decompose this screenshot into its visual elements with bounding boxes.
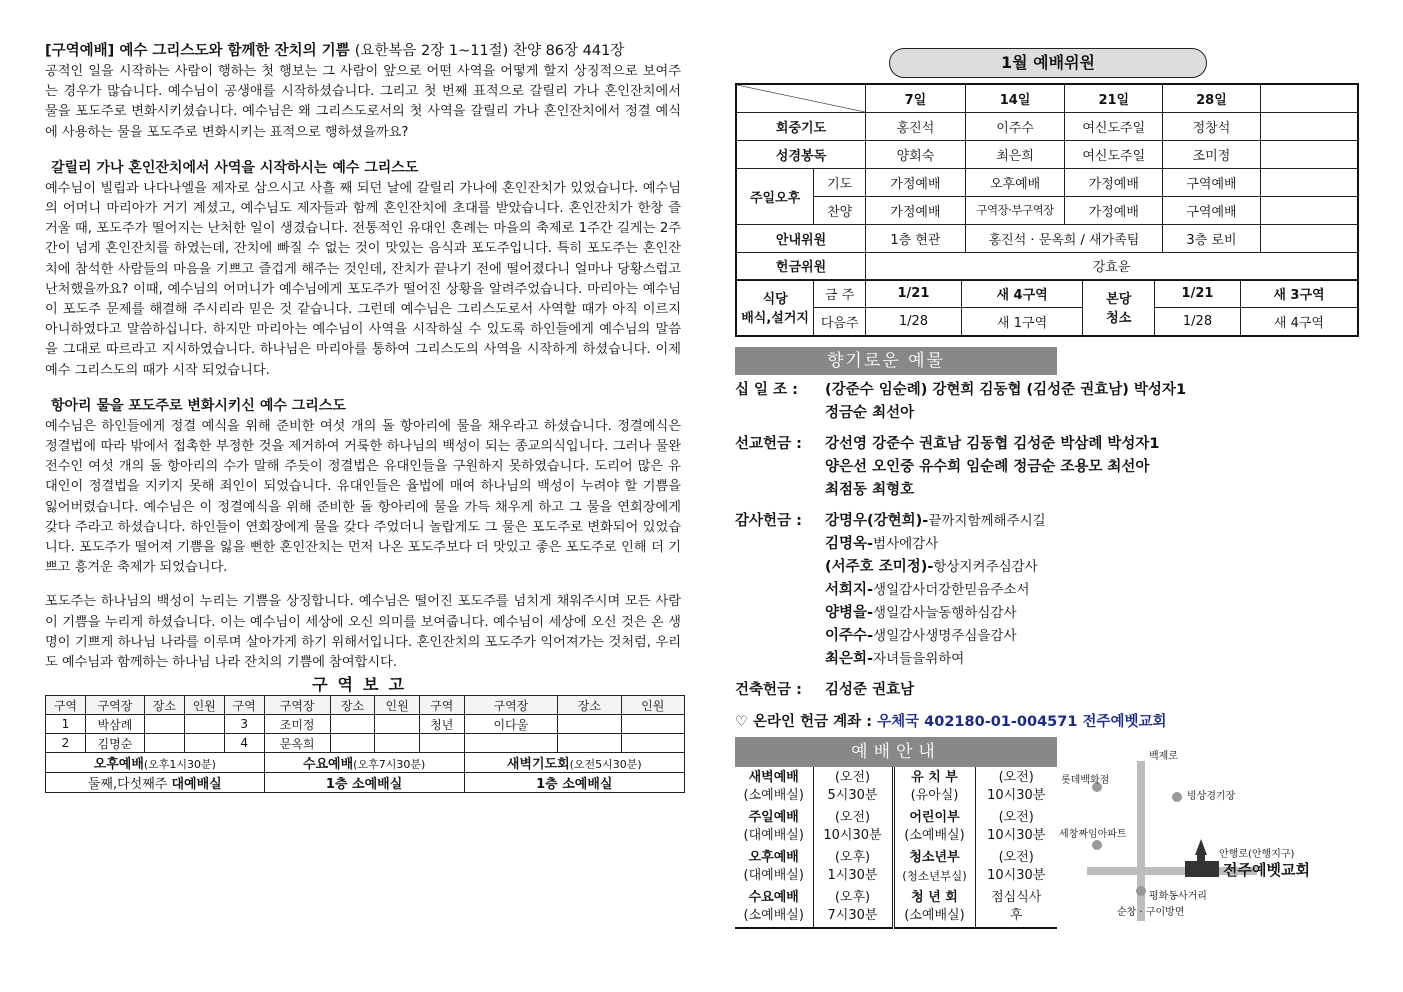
location-map: [1057, 737, 1361, 947]
sermon-paragraph-1: 예수님이 빌립과 나다나엘을 제자로 삼으시고 사흘 째 되던 날에 갈릴리 가나에 혼인잔치가 있었습니다. 예수님의 어머니 마리아가 거기 계셨고, 예수님도 제자들과 함께 혼인잔치에 초대를 받았습니다. 혼인잔치가 한창 즐거울 때, 포도주가 떨어지는 난처한 일이 생겼습니다. 전통적인 유대인 혼례는 마을의 축제로 1주간 길게는 2주간이 넘게 혼인잔치를 하였는데, 잔치에 빠질 수 없는 것이 맛있는 음식과 포도주입니다. 특히 포도주는 혼인잔치에 참석한 사람들의 마음을 기쁘고 즐겁게 해주는 것인데, 잔치가 끝나기 전에 떨어졌다니 얼마나 당황스럽고 난처했을까요? 이때, 예수님의 어머니가 예수님에게 포도주가 떨어진 상황을 알려주었습니다. 마리아는 예수님이 포도주 문제를 해결해 주시리라 믿은 것 같습니다. 그런데 예수님은 그리스도로서 사역할 때가 아직 이르지 아니하였다고 말씀하십니다. 하지만 마리아는 예수님이 사역을 시작하실 수 있도록 하인들에게 예수님의 말씀을 그대로 따르라고 지시하였습니다. 하나님은 마리아를 통하여 그리스도의 사역을 시작하게 하셨습니다. 이제 예수 그리스도의 때가 시작 되었습니다.: [45, 180, 681, 378]
report-header: 구역: [46, 696, 86, 715]
cell: 구역예배: [1163, 196, 1261, 224]
cell: 홍진석 · 문옥희 / 새가족팀: [965, 224, 1162, 252]
service-guide-title: 예배안내: [735, 737, 1057, 767]
report-cell: 4: [224, 734, 264, 753]
cell: 홍진석: [866, 112, 966, 140]
dates-row: [736, 84, 1358, 112]
service-guide: [735, 737, 1361, 947]
cell: 1/28: [1155, 308, 1241, 336]
offerings-title: 향기로운 예물: [735, 347, 1057, 375]
service-row: [735, 807, 1057, 847]
report-place-row: [46, 773, 685, 793]
row-label: 헌금위원: [736, 252, 866, 280]
cell: [1260, 140, 1358, 168]
report-cell: 청년: [419, 715, 464, 734]
cell: [1260, 196, 1358, 224]
cell: 새 4구역: [961, 280, 1083, 308]
service-row: [735, 847, 1057, 887]
dept-time: 점심식사 후: [975, 887, 1057, 928]
report-header: 구역: [419, 696, 464, 715]
sermon-subtitle-1: 갈릴리 가나 혼인잔치에서 사역을 시작하시는 예수 그리스도: [51, 159, 419, 176]
cell: 새 3구역: [1240, 280, 1358, 308]
thanks-item: 양병을-생일감사늘동행하심감사: [825, 604, 1017, 621]
thanks-label: 감사헌금 :: [735, 512, 802, 529]
report-cell: 김명순: [85, 734, 144, 753]
bank-account: 우체국 402180-01-004571 전주예벳교회: [877, 713, 1167, 730]
row-label: 안내위원: [736, 224, 866, 252]
cell: [1260, 168, 1358, 196]
row-label: 주일오후: [736, 168, 814, 224]
mission-names: 최점동 최형호: [825, 481, 915, 498]
sub-label: 찬양: [814, 196, 866, 224]
worship-row: [736, 140, 1358, 168]
report-header: 장소: [144, 696, 184, 715]
worship-row: [736, 252, 1358, 280]
report-header: 인원: [184, 696, 224, 715]
left-column: [45, 40, 681, 793]
sermon-tag: [구역예배]: [45, 43, 115, 59]
map-label-baekje: 백제로: [1149, 750, 1178, 762]
service-time: (오전) 10시30분: [813, 807, 893, 847]
dept-name: 어린이부 (소예배실): [893, 807, 975, 847]
report-cell: [144, 715, 184, 734]
cell: 1/28: [866, 308, 962, 336]
meal-label: 식당 배식,설거지: [736, 280, 814, 336]
thanks-item: 김명옥-범사에감사: [825, 535, 939, 552]
dept-name: 유 치 부 (유아실): [893, 767, 975, 807]
offerings-list: 십 일 조 : (강준수 임순례) 강현희 김동협 (김성준 권효남) 박성자1 정금순 최선아 선교헌금 : 강선영 강준수 권효남 김동협 김성준 박삼례 박성자1 양은선 오인중 유수희 임순례 정금순 조용모 최선아 최점동 최형호 감사헌금 : 강명우(강현희)-끝까지함께해주시길 김명옥-범사에감사 (서주호 조미정)-항상지켜주심감사 서희지-생일감사더강한믿음주소서 양병을-생일감사늘동행하심감사 이주수-생일감사생명주심을감사 최은희-자녀들을위하여 건축헌금 : 김성준 권효남: [735, 379, 1361, 702]
dept-time: (오전) 10시30분: [975, 847, 1057, 887]
dept-name: 청 년 회 (소예배실): [893, 887, 975, 928]
report-header: 구역장: [85, 696, 144, 715]
mission-names: 양은선 오인중 유수희 임순례 정금순 조용모 최선아: [825, 458, 1150, 475]
dept-name: 청소년부 (청소년부실): [893, 847, 975, 887]
cell: 양회숙: [866, 140, 966, 168]
report-cell: [375, 734, 420, 753]
corner-cell: [736, 84, 866, 112]
cell: 정창석: [1163, 112, 1261, 140]
report-cell: [558, 734, 621, 753]
cell: 오후예배: [965, 168, 1065, 196]
meal-table: [735, 279, 1359, 337]
cell: 가정예배: [1065, 168, 1163, 196]
report-cell: [419, 734, 464, 753]
meal-row: [736, 280, 1358, 308]
report-header: 인원: [375, 696, 420, 715]
cell: [1260, 112, 1358, 140]
sermon-paragraph-2: 예수님은 하인들에게 정결 예식을 위해 준비한 여섯 개의 돌 항아리에 물을 채우라고 하셨습니다. 정결예식은 정결법에 따라 밖에서 접촉한 부정한 것을 제거하여 거룩한 하나님의 백성이 되는 종교의식입니다. 그러나 물완전수인 여섯 개의 돌 항아리의 수가 말해 주듯이 정결법은 유대인들을 구원하지 못하였습니다. 도리어 많은 유대인이 정결법을 지키지 못해 죄인이 되었습니다. 유대인들은 율법에 매여 하나님의 백성이 누려야 할 기쁨을 잃어버렸습니다. 예수님은 이 정결예식을 위해 준비한 돌 항아리에 물을 가득 채우게 하고 그 물을 연회장에게 갖다 주라고 하셨습니다. 하인들이 연회장에게 물을 갖다 주었더니 놀랍게도 그 물은 포도주로 변화되어 있었습니다. 포도주가 떨어져 기쁨을 잃을 뻔한 혼인잔치는 먼저 나온 포도주보다 더 맛있고 좋은 포도주로 인해 더 기쁘고 흥겨운 축제가 되었습니다.: [45, 418, 681, 576]
cell: 1/21: [1155, 280, 1241, 308]
cell: 이주수: [965, 112, 1065, 140]
service-time: (오후) 1시30분: [813, 847, 893, 887]
worship-row: [736, 196, 1358, 224]
online-label: ♡ 온라인 헌금 계좌 :: [735, 713, 878, 730]
week-label: 금 주: [814, 280, 866, 308]
building-names: 김성준 권효남: [825, 681, 915, 698]
sermon-paragraph-3: 포도주는 하나님의 백성이 누리는 기쁨을 상징합니다. 예수님은 떨어진 포도주를 넘치게 채워주시며 모든 사람이 기쁨을 누리게 하셨습니다. 이는 예수님이 세상에 오신 의미를 보여줍니다. 예수님이 세상에 오신 것은 온 생명이 기쁘게 하나님 나라를 이루며 살아가게 하기 위해서입니다. 혼인잔치의 포도주가 익어져가는 것처럼, 우리도 예수님과 함께하는 하나님 나라 잔치의 기쁨에 참여합시다.: [45, 594, 681, 671]
service-row: [735, 767, 1057, 807]
row-label: 회중기도: [736, 112, 866, 140]
date-cell: 21일: [1065, 84, 1163, 112]
map-label-sunchang: 순창 · 구이방면: [1117, 906, 1185, 918]
report-cell: [464, 734, 558, 753]
report-title: 구역보고: [312, 675, 414, 695]
date-cell: 14일: [965, 84, 1065, 112]
sermon-intro: 공적인 일을 시작하는 사람이 행하는 첫 행보는 그 사람이 앞으로 어떤 사역을 어떻게 할지 상징적으로 보여주는 경우가 많습니다. 예수님이 공생애를 시작하셨습니다. 그리고 첫 번째 표적으로 갈릴리 가나 혼인잔치에서 물을 포도주로 변화시키셨습니다. 예수님은 왜 그리스도로서의 첫 사역을 갈릴리 가나 혼인잔치에서 정결 예식에 사용하는 물을 포도주로 변화시키는 표적으로 행하셨을까요?: [45, 64, 681, 140]
sermon-reference: (요한복음 2장 1~11절) 찬양 86장 441장: [354, 43, 625, 59]
report-cell: 박삼례: [85, 715, 144, 734]
mission-label: 선교헌금 :: [735, 435, 802, 452]
report-header: 인원: [621, 696, 684, 715]
date-cell: 28일: [1163, 84, 1261, 112]
worship-row: [736, 168, 1358, 196]
service-wed: 수요예배(오후7시30분): [264, 753, 464, 773]
service-dawn: 새벽기도회(오전5시30분): [464, 753, 684, 773]
sermon-main-title: 예수 그리스도와 함께한 잔치의 기쁨: [119, 43, 350, 59]
map-roads: [1057, 737, 1361, 947]
report-row: [46, 734, 685, 753]
dept-time: (오전) 10시30분: [975, 767, 1057, 807]
dept-time: (오전) 10시30분: [975, 807, 1057, 847]
report-header-row: [46, 696, 685, 715]
tithe-names: (강준수 임순례) 강현희 김동협 (김성준 권효남) 박성자1: [825, 381, 1187, 398]
cell: 가정예배: [866, 168, 966, 196]
map-label-lotte: 롯데백화점: [1061, 774, 1110, 786]
cell: 가정예배: [866, 196, 966, 224]
worship-table: [735, 83, 1359, 281]
online-offering: [735, 710, 1361, 731]
worship-title: 1월 예배위원: [889, 48, 1207, 78]
service-time: (오후) 7시30분: [813, 887, 893, 928]
cell: 구역장·부구역장: [965, 196, 1065, 224]
date-cell: 7일: [866, 84, 966, 112]
clean-label: 본당 청소: [1083, 280, 1155, 336]
cell: 1층 현관: [866, 224, 966, 252]
report-cell: 조미정: [264, 715, 330, 734]
map-label-apartment: 세창짜임아파트: [1059, 828, 1127, 840]
report-cell: 2: [46, 734, 86, 753]
building-label: 건축헌금 :: [735, 681, 802, 698]
cell: 조미정: [1163, 140, 1261, 168]
meal-row: [736, 308, 1358, 336]
report-cell: [621, 715, 684, 734]
cell: 강효윤: [866, 252, 1358, 280]
tithe-label: 십 일 조 :: [735, 381, 798, 398]
map-label-rink: 빙상경기장: [1187, 790, 1236, 802]
sermon-title: [45, 40, 681, 62]
report-cell: 1: [46, 715, 86, 734]
report-header: 구역장: [264, 696, 330, 715]
map-label-pyeonghwa: 평화동사거리: [1149, 890, 1207, 902]
service-name: 주일예배 (대예배실): [743, 809, 804, 843]
report-service-row: [46, 753, 685, 773]
report-cell: [144, 734, 184, 753]
service-name: 새벽예배 (소예배실): [743, 769, 804, 803]
mission-names: 강선영 강준수 권효남 김동협 김성준 박삼례 박성자1: [825, 435, 1160, 452]
place-dawn: 1층 소예배실: [464, 773, 684, 793]
report-cell: 3: [224, 715, 264, 734]
row-label: 성경봉독: [736, 140, 866, 168]
report-cell: [330, 734, 375, 753]
tithe-names: 정금순 최선아: [825, 404, 915, 421]
report-cell: 이다울: [464, 715, 558, 734]
cell: 새 4구역: [1240, 308, 1358, 336]
cell: 여신도주일: [1065, 140, 1163, 168]
cell: 가정예배: [1065, 196, 1163, 224]
thanks-item: 이주수-생일감사생명주심을감사: [825, 627, 1017, 644]
service-table: [735, 767, 1057, 929]
report-cell: [621, 734, 684, 753]
cell: [1260, 224, 1358, 252]
report-header: 구역장: [464, 696, 558, 715]
service-pm: 오후예배(오후1시30분): [46, 753, 265, 773]
sub-label: 기도: [814, 168, 866, 196]
cell: 여신도주일: [1065, 112, 1163, 140]
report-header: 장소: [330, 696, 375, 715]
report-header: 장소: [558, 696, 621, 715]
report-cell: [558, 715, 621, 734]
place-wed: 1층 소예배실: [264, 773, 464, 793]
report-cell: [184, 734, 224, 753]
thanks-item: 최은희-자녀들을위하여: [825, 650, 965, 667]
right-column: [735, 48, 1361, 947]
service-name: 수요예배 (소예배실): [743, 889, 804, 923]
cell: 최은희: [965, 140, 1065, 168]
date-cell: [1260, 84, 1358, 112]
week-label: 다음주: [814, 308, 866, 336]
worship-row: [736, 112, 1358, 140]
report-cell: [375, 715, 420, 734]
map-label-church: 전주예벳교회: [1223, 860, 1310, 879]
cell: 구역예배: [1163, 168, 1261, 196]
report-cell: [184, 715, 224, 734]
report-cell: [330, 715, 375, 734]
service-row: [735, 887, 1057, 928]
report-cell: 문옥희: [264, 734, 330, 753]
map-label-anhaeng: 안행로(안행지구): [1219, 848, 1295, 860]
cell: 새 1구역: [961, 308, 1083, 336]
worship-row: [736, 224, 1358, 252]
service-time: (오전) 5시30분: [813, 767, 893, 807]
thanks-item: (서주호 조미정)-항상지켜주심감사: [825, 558, 1038, 575]
report-table: [45, 695, 685, 793]
sermon-subtitle-2: 항아리 물을 포도주로 변화시키신 예수 그리스도: [51, 397, 346, 414]
cell: 3층 로비: [1163, 224, 1261, 252]
service-name: 오후예배 (대예배실): [743, 849, 804, 883]
report-header: 구역: [224, 696, 264, 715]
report-row: [46, 715, 685, 734]
place-pm: 둘째,다섯째주 대예배실: [46, 773, 265, 793]
thanks-item: 서희지-생일감사더강한믿음주소서: [825, 581, 1030, 598]
cell: 1/21: [866, 280, 962, 308]
